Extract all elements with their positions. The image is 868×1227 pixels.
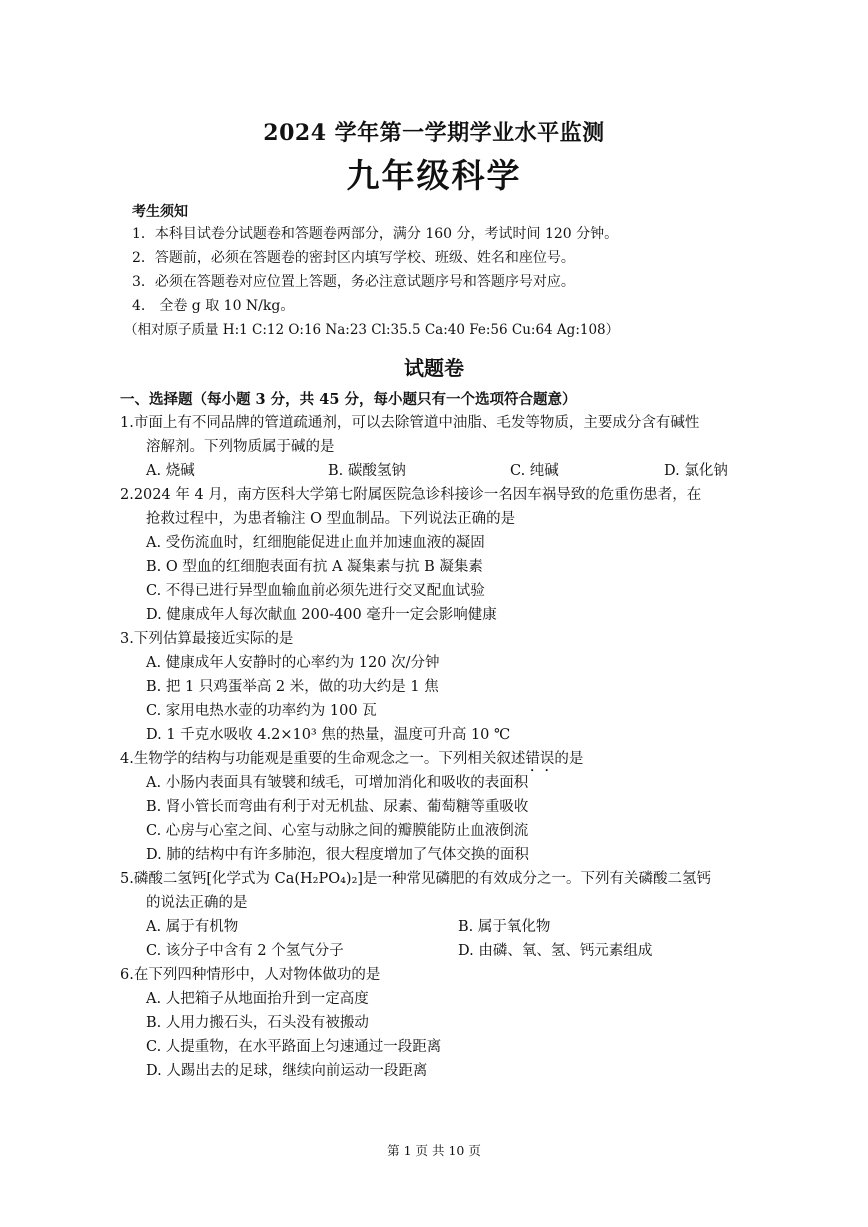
option-row — [120, 915, 750, 939]
option-a: A. 人把箱子从地面抬升到一定高度 — [146, 991, 369, 1007]
question-stem: 1.市面上有不同品牌的管道疏通剂，可以去除管道中油脂、毛发等物质，主要成分含有碱性 — [120, 415, 700, 431]
option-b: B. 肾小管长而弯曲有利于对无机盐、尿素、葡萄糖等重吸收 — [146, 799, 529, 815]
notice-item: 2．答题前，必须在答题卷的密封区内填写学校、班级、姓名和座位号。 — [132, 250, 575, 266]
question-1 — [120, 411, 750, 483]
option-d: D. 1 千克水吸收 4.2×10³ 焦的热量，温度可升高 10 ℃ — [146, 727, 511, 743]
question-stem — [120, 747, 750, 771]
option-b: B. O 型血的红细胞表面有抗 A 凝集素与抗 B 凝集素 — [146, 559, 483, 575]
part-heading: 一、选择题（每小题 3 分，共 45 分，每小题只有一个选项符合题意） — [120, 391, 577, 408]
stem-suffix: 的是 — [554, 751, 584, 767]
option-a: A. 烧碱 — [146, 463, 195, 479]
question-stem: 3.下列估算最接近实际的是 — [120, 631, 294, 647]
question-6 — [120, 963, 750, 1083]
option-c: C. 不得已进行异型血输血前必须先进行交叉配血试验 — [146, 583, 485, 599]
page-number: 第 1 页 共 10 页 — [387, 1143, 481, 1158]
question-5 — [120, 867, 750, 963]
stem-emphasis: 错误 — [525, 751, 555, 767]
option-b: B. 属于氧化物 — [458, 919, 551, 935]
notice-item: 4. 全卷 g 取 10 N/kg。 — [132, 298, 295, 314]
option-a: A. 健康成年人安静时的心率约为 120 次/分钟 — [146, 655, 440, 671]
option-b: B. 把 1 只鸡蛋举高 2 米，做的功大约是 1 焦 — [146, 679, 439, 695]
stem-prefix: 4.生物学的结构与功能观是重要的生命观念之一。下列相关叙述 — [120, 751, 526, 767]
option-row — [120, 459, 750, 483]
atomic-masses: （相对原子质量 H:1 C:12 O:16 Na:23 Cl:35.5 Ca:40 Fe:56 Cu:64 Ag:108） — [124, 322, 620, 338]
option-b: B. 人用力搬石头，石头没有被搬动 — [146, 1015, 369, 1031]
question-3 — [120, 627, 750, 747]
option-b: B. 碳酸氢钠 — [328, 463, 406, 479]
option-d: D. 氯化钠 — [664, 463, 728, 479]
question-2 — [120, 483, 750, 627]
option-c: C. 家用电热水壶的功率约为 100 瓦 — [146, 703, 377, 719]
option-d: D. 人踢出去的足球，继续向前运动一段距离 — [146, 1063, 428, 1079]
question-stem: 6.在下列四种情形中，人对物体做功的是 — [120, 967, 381, 983]
option-a: A. 受伤流血时，红细胞能促进止血并加速血液的凝固 — [146, 535, 485, 551]
question-stem: 溶解剂。下列物质属于碱的是 — [146, 439, 335, 455]
notice-item: 1．本科目试卷分试题卷和答题卷两部分，满分 160 分，考试时间 120 分钟。 — [132, 226, 619, 242]
option-c: C. 该分子中含有 2 个氢气分子 — [146, 943, 344, 959]
question-stem: 5.磷酸二氢钙[化学式为 Ca(H₂PO₄)₂]是一种常见磷肥的有效成分之一。下列有关磷酸二氢钙 — [120, 871, 712, 887]
question-stem: 抢救过程中，为患者输注 O 型血制品。下列说法正确的是 — [146, 511, 516, 527]
question-list — [120, 411, 750, 1083]
option-c: C. 心房与心室之间、心室与动脉之间的瓣膜能防止血液倒流 — [146, 823, 529, 839]
notice-heading: 考生须知 — [132, 204, 188, 220]
option-row — [120, 939, 750, 963]
option-d: D. 由磷、氧、氢、钙元素组成 — [458, 943, 653, 959]
option-d: D. 肺的结构中有许多肺泡，很大程度增加了气体交换的面积 — [146, 847, 529, 863]
option-a: A. 属于有机物 — [146, 919, 239, 935]
subject-title: 九年级科学 — [346, 156, 522, 195]
option-a: A. 小肠内表面具有皱襞和绒毛，可增加消化和吸收的表面积 — [146, 775, 529, 791]
notice-list — [132, 222, 832, 318]
question-stem: 的说法正确的是 — [146, 895, 248, 911]
option-d: D. 健康成年人每次献血 200-400 毫升一定会影响健康 — [146, 607, 497, 623]
section-title: 试题卷 — [404, 356, 464, 380]
notice-item: 3．必须在答题卷对应位置上答题，务必注意试题序号和答题序号对应。 — [132, 274, 575, 290]
exam-title: 2024 学年第一学期学业水平监测 — [263, 120, 605, 146]
option-c: C. 人提重物，在水平路面上匀速通过一段距离 — [146, 1039, 442, 1055]
option-c: C. 纯碱 — [510, 463, 559, 479]
question-stem: 2.2024 年 4 月，南方医科大学第七附属医院急诊科接诊一名因车祸导致的危重伤患者，在 — [120, 487, 702, 503]
question-4 — [120, 747, 750, 867]
